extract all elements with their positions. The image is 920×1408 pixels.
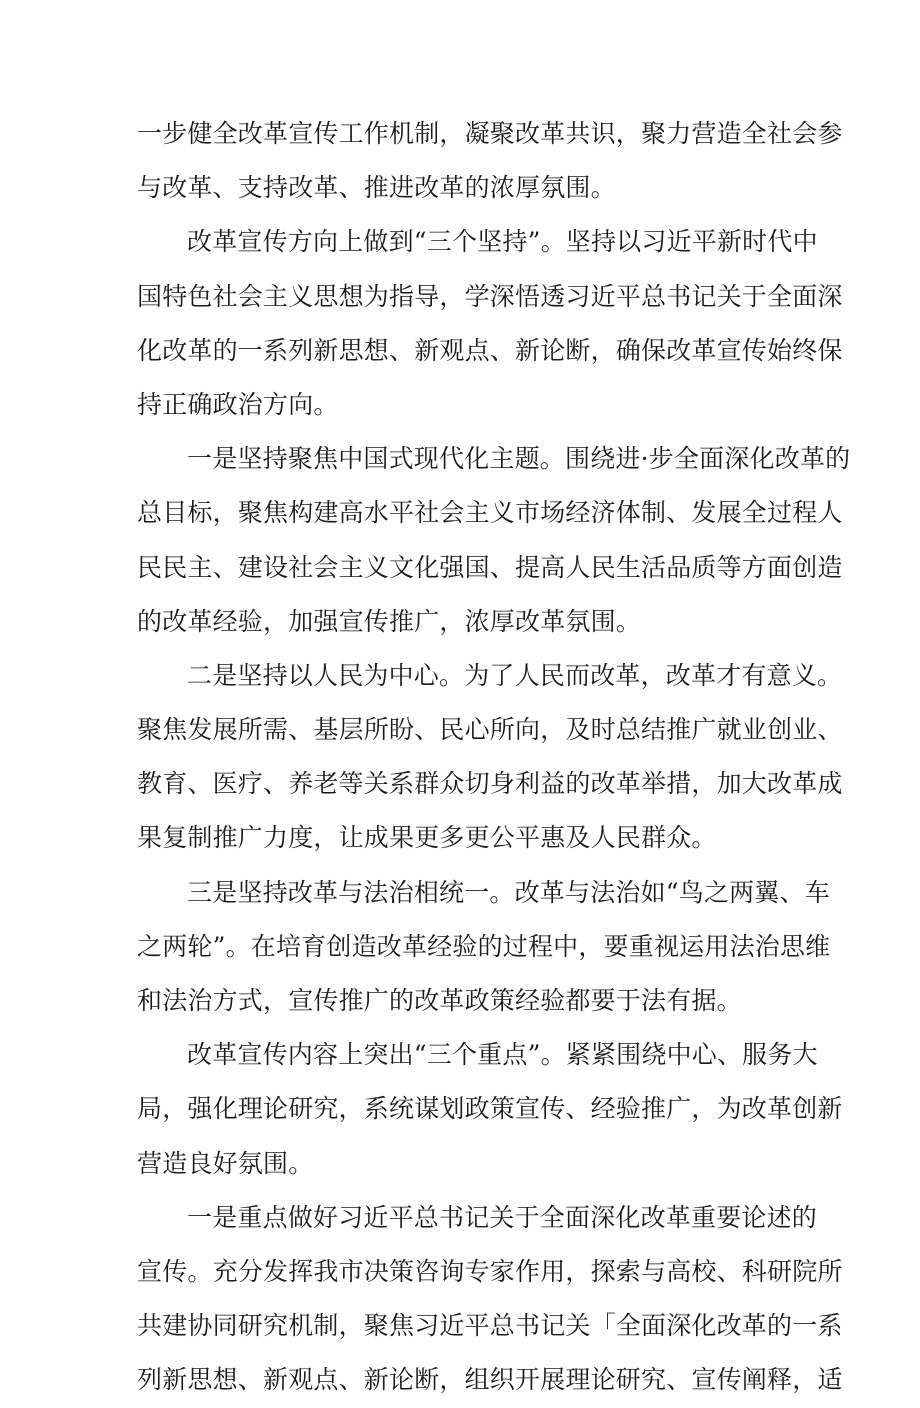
text-line: 列新思想、新观点、新论断，组织开展理论研究、宣传阐释，适 [137,1365,843,1395]
text-line: 教育、医疗、养老等关系群众切身利益的改革举措，加大改革成 [137,769,843,799]
text-line: 化改革的一系列新思想、新观点、新论断，确保改革宣传始终保 [137,335,843,365]
text-line: 持正确政治方向。 [137,389,339,419]
text-line: 局，强化理论研究，系统谋划政策宣传、经验推广，为改革创新 [137,1094,843,1124]
text-line: 三是坚持改革与法治相统一。改革与法治如“鸟之两翼、车 [187,877,830,907]
text-line: 与改革、支持改革、推进改革的浓厚氛围。 [137,173,616,203]
text-line: 改革宣传内容上突出“三个重点”。紧紧围绕中心、服务大 [187,1040,818,1070]
text-line: 的改革经验，加强宣传推广，浓厚改革氛围。 [137,606,642,636]
text-line: 和法治方式，宣传推广的改革政策经验都要于法有据。 [137,986,742,1015]
text-line: 一是重点做好习近平总书记关于全面深化改革重要论述的 [187,1202,818,1232]
text-line: 二是坚持以人民为中心。为了人民而改革，改革才有意义。 [187,660,843,690]
text-line: 果复制推广力度，让成果更多更公平惠及人民群众。 [137,823,717,853]
text-line: 总目标，聚焦构建高水平社会主义市场经济体制、发展全过程人 [137,498,843,528]
text-line: 营造良好氛围。 [137,1148,314,1178]
text-line: 一步健全改革宣传工作机制，凝聚改革共识，聚力营造全社会参 [137,119,843,148]
text-line: 一是坚持聚焦中国式现代化主题。围绕进·步全面深化改革的 [187,444,851,474]
document-body [137,107,851,1408]
text-line: 聚焦发展所需、基层所盼、民心所向，及时总结推广就业创业、 [137,715,843,745]
text-line: 改革宣传方向上做到“三个坚持”。坚持以习近平新时代中 [187,227,818,257]
text-line: 之两轮”。在培育创造改革经验的过程中，要重视运用法治思维 [137,931,831,961]
text-line: 民民主、建设社会主义文化强国、提高人民生活品质等方面创造 [137,552,843,582]
text-line: 宣传。充分发挥我市决策咨询专家作用，探索与高校、科研院所 [137,1256,843,1286]
text-line: 国特色社会主义思想为指导，学深悟透习近平总书记关于全面深 [137,281,843,311]
text-line: 共建协同研究机制，聚焦习近平总书记关「全面深化改革的一系 [137,1311,843,1341]
